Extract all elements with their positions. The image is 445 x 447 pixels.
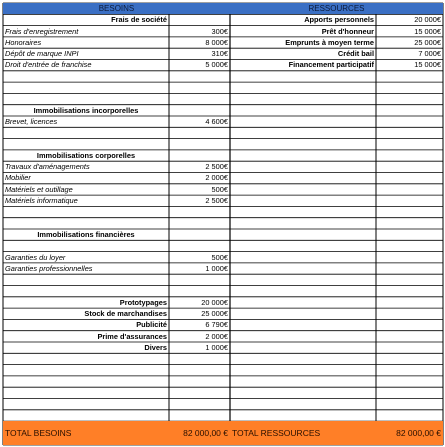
besoin-value[interactable]: 500€ [211,184,228,194]
total-ressources-value[interactable]: 82 000,00 € [376,421,443,445]
ressource-label[interactable]: Prêt d'honneur [321,26,374,36]
ressource-label[interactable]: Crédit bail [337,49,374,59]
ressource-value[interactable]: 25 000€ [414,37,441,47]
besoin-label[interactable]: Matériels informatique [5,196,78,206]
besoin-label[interactable]: Divers [144,342,167,352]
total-ressources-label[interactable]: TOTAL RESSOURCES [230,421,376,445]
besoin-value[interactable]: 310€ [211,49,228,59]
besoin-value[interactable]: 1 000€ [205,342,228,352]
besoin-label[interactable]: Prototypages [119,297,167,307]
besoin-value[interactable]: 2 000€ [205,173,228,183]
besoin-value[interactable]: 500€ [211,252,228,262]
besoin-value[interactable]: 5 000€ [205,60,228,70]
besoin-label[interactable]: Mobilier [5,173,31,183]
besoin-label[interactable]: Garanties professionnelles [5,263,93,273]
ressource-label[interactable]: Apports personnels [304,15,374,25]
besoin-value[interactable]: 25 000€ [201,309,228,319]
besoin-label[interactable]: Frais d'enregistrement [5,26,79,36]
besoin-label[interactable]: Matériels et outillage [5,184,73,194]
besoin-value[interactable]: 20 000€ [201,297,228,307]
financieres-title[interactable]: Immobilisations financières [37,229,135,239]
besoins-header[interactable]: BESOINS [3,3,230,14]
besoin-value[interactable]: 2 500€ [205,196,228,206]
besoin-label[interactable]: Honoraires [5,37,42,47]
ressource-value[interactable]: 20 000€ [414,15,441,25]
frais-section-title[interactable]: Frais de société [111,15,167,25]
total-besoins-label[interactable]: TOTAL BESOINS [3,421,169,445]
besoin-label[interactable]: Prime d'assurances [97,331,167,341]
besoin-value[interactable]: 2 000€ [205,331,228,341]
besoin-value[interactable]: 6 790€ [205,320,228,330]
incorporelles-title[interactable]: Immobilisations incorporelles [33,105,139,115]
corporelles-title[interactable]: Immobilisations corporelles [36,150,136,160]
besoin-value[interactable]: 4 600€ [205,116,228,126]
ressource-label[interactable]: Emprunts à moyen terme [285,37,374,47]
ressources-header[interactable]: RESSOURCES [230,3,443,14]
ressource-label[interactable]: Financement participatif [288,60,374,70]
besoin-label[interactable]: Droit d'entrée de franchise [5,60,92,70]
ressource-value[interactable]: 15 000€ [414,60,441,70]
besoin-value[interactable]: 2 500€ [205,162,228,172]
ressource-value[interactable]: 7 000€ [418,49,441,59]
besoin-label[interactable]: Publicité [136,320,167,330]
besoin-value[interactable]: 1 000€ [205,263,228,273]
besoin-label[interactable]: Stock de marchandises [84,309,167,319]
besoin-value[interactable]: 300€ [211,26,228,36]
besoin-label[interactable]: Travaux d'aménagements [5,162,90,172]
total-besoins-value[interactable]: 82 000,00 € [169,421,230,445]
besoin-label[interactable]: Garanties du loyer [5,252,66,262]
besoin-value[interactable]: 8 000€ [205,37,228,47]
besoin-label[interactable]: Brevet, licences [5,116,58,126]
ressource-value[interactable]: 15 000€ [414,26,441,36]
besoin-label[interactable]: Dépôt de marque INPI [5,49,79,59]
